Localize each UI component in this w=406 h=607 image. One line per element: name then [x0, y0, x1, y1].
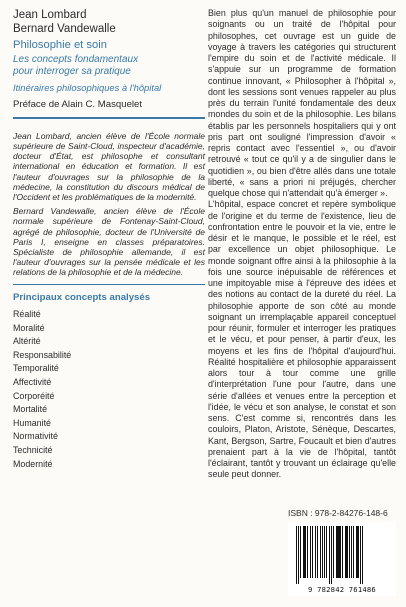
preface-credit: Préface de Alain C. Masquelet — [13, 99, 143, 111]
barcode-bar — [326, 526, 327, 578]
book-title: Philosophie et soin — [13, 39, 107, 51]
book-subtitle — [13, 54, 205, 77]
barcode-bar — [305, 526, 306, 578]
barcode-bar — [351, 526, 352, 578]
barcode-bar — [340, 526, 341, 578]
barcode-bar — [320, 526, 321, 578]
barcode-bar — [331, 526, 332, 584]
barcode-bar — [307, 526, 308, 578]
list-item: Altérité — [13, 336, 41, 347]
list-item: Temporalité — [13, 363, 59, 374]
list-item: Normativité — [13, 431, 58, 442]
barcode-bar — [310, 526, 311, 578]
list-item: Modernité — [13, 458, 53, 469]
barcode-bar — [358, 526, 359, 578]
barcode-bar — [329, 526, 330, 584]
author-bio: Bernard Vandewalle, ancien élève de l'École normale supérieure de Fontenay-Saint-Cloud, agrégé de philosophie, docteur de l'Université de Paris I, enseigne en classes préparatoires. Spécialiste de philosophie allemande, il est l'auteur d'ouvrages sur la pensée médicale et les relations de la philosophie et de la médecine. — [13, 206, 205, 278]
barcode-bar — [324, 526, 325, 578]
list-item: Réalité — [13, 309, 41, 320]
list-item: Affectivité — [13, 377, 52, 387]
barcode-bar — [345, 526, 347, 578]
subtitle-line: pour interroger sa pratique — [13, 65, 131, 77]
list-item: Technicité — [13, 444, 53, 455]
body-paragraph: L'hôpital, espace concret et repère symbolique de l'origine et du terme de l'existence, lieu de confrontation entre le pouvoir et la vie, entre le désir et le manque, le possible et le réel, est par excellence un objet philosophique. Le monde soignant offre ainsi à la philosophie à la fois une source inépuisable de références et une impitoyable mise à l'épreuve des idées et des notions au contact de la dureté du réel. La philosophie apporte de son côté au monde soignant un irremplaçable appareil conceptuel pour réunir, formuler et interroger les pratiques et le vécu, et pour penser, à partir d'eux, les moyens et les fins de l'hôpital d'aujourd'hui. Réalité hospitalière et philosophie apparaissent alors tour à tour comme une grille d'interprétation l'une pour l'autre, dans une série d'allées et venues entre la perception et l'idée, le vécu et son analyse, le constat et son sens. C'est comme si, rencontrés dans les couloirs, Platon, Aristote, Sénèque, Descartes, Kant, Bergson, Sartre, Foucault et bien d'autres prenaient part à la vie de l'hôpital, tantôt l'éclairant, tantôt y trouvant un éclairage qu'elle seule peut donner. — [208, 199, 396, 480]
concepts-list — [13, 308, 205, 471]
author-name: Bernard Vandewalle — [13, 23, 116, 35]
barcode — [288, 522, 396, 596]
barcode-bar — [298, 526, 299, 584]
barcode-bar — [317, 526, 318, 578]
body-paragraph: Bien plus qu'un manuel de philosophie pour soignants ou un traité de l'hôpital pour philosophes, cet ouvrage est un guide de voyage à travers les catégories qui structurent l'empire du soin et de l'activité médicale. Il s'appuie sur un programme de formation continue innovant, « Philosopher à l'hôpital », dont les sessions sont venues rappeler au plus près du terrain l'unité fondamentale des deux mondes du soin et de la philosophie. Les bilans établis par les personnels hospitaliers qui y ont pris part ont souligné l'impression d'avoir « repris contact avec l'essentiel », ou d'avoir retrouvé « tout ce qu'il y a de singulier dans le quotidien », ou bien d'être allés dans une totale liberté, « sans a priori ni préjugés, chercher quelque chose qui n'attendait qu'à émerger ». — [208, 8, 396, 198]
author-bio: Jean Lombard, ancien élève de l'École normale supérieure de Saint-Cloud, inspecteur d'académie, docteur d'État, est philosophe et consultant international en éducation et formation. Il est l'auteur d'ouvrages sur la philosophie de la médecine, la constitution du discours médical de l'Occident et les problématiques de la modernité. — [13, 130, 205, 202]
list-item: Mortalité — [13, 404, 48, 415]
barcode-bar — [336, 526, 338, 578]
right-column — [208, 8, 396, 481]
barcode-bars — [288, 522, 396, 586]
barcode-bar — [322, 526, 323, 578]
subtitle-line: Les concepts fondamentaux — [13, 54, 139, 65]
barcode-bar — [312, 526, 313, 578]
divider — [13, 284, 205, 286]
isbn-label: ISBN : 978-2-84276-148-6 — [288, 508, 388, 518]
barcode-bar — [353, 526, 354, 578]
list-item: Moralité — [13, 322, 45, 333]
barcode-bar — [356, 526, 358, 578]
list-item: Humanité — [13, 417, 51, 428]
left-column — [13, 8, 205, 471]
barcode-bar — [300, 526, 301, 578]
list-item: Corporéité — [13, 390, 55, 401]
barcode-bar — [315, 526, 316, 578]
book-subtitle-secondary: Itinéraires philosophiques à l'hôpital — [13, 82, 162, 94]
barcode-bar — [347, 526, 348, 578]
barcode-bar — [362, 526, 363, 584]
barcode-bar — [303, 526, 305, 578]
barcode-bar — [333, 526, 334, 578]
concepts-heading: Principaux concepts analysés — [13, 292, 151, 304]
barcode-bar — [342, 526, 343, 578]
authors — [13, 8, 205, 36]
barcode-digits: 9 782842 761486 — [308, 585, 376, 594]
list-item: Responsabilité — [13, 349, 72, 360]
barcode-bar — [338, 526, 340, 578]
barcode-bar — [360, 526, 361, 584]
barcode-bar — [296, 526, 297, 584]
barcode-bar — [349, 526, 350, 578]
divider — [13, 117, 205, 119]
author-name: Jean Lombard — [13, 9, 87, 21]
